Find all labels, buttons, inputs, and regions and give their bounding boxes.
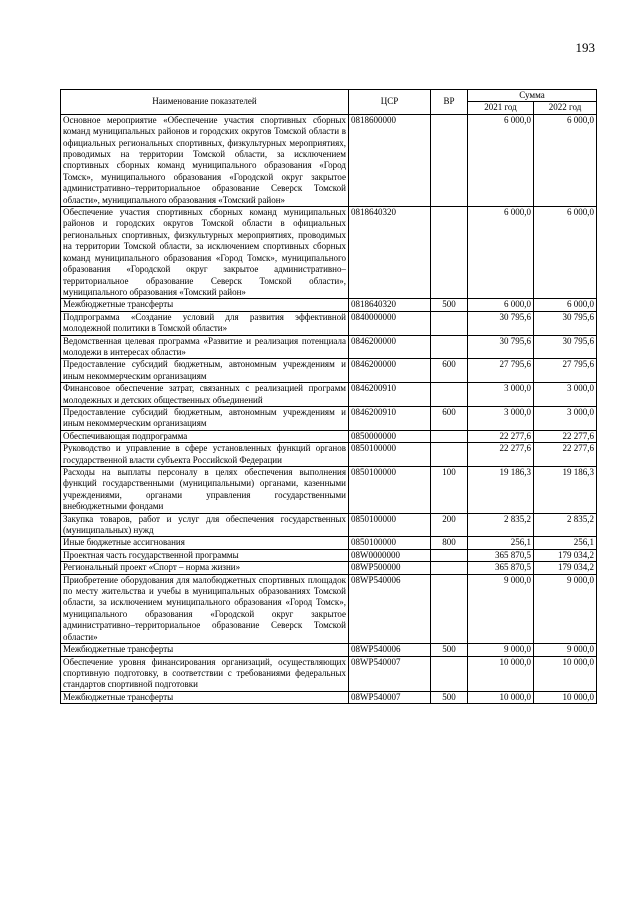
- row-vr: [431, 311, 468, 335]
- table-body: [61, 114, 597, 703]
- row-csr: 0818600000: [349, 114, 431, 206]
- row-sum-2021: 365 870,5: [468, 549, 534, 561]
- row-name: Ведомственная целевая программа «Развитие и реализация потенциала молодежи в интересах области»: [61, 335, 349, 359]
- row-name: Проектная часть государственной программы: [61, 549, 349, 561]
- row-sum-2022: 3 000,0: [534, 383, 597, 407]
- row-sum-2021: 9 000,0: [468, 644, 534, 656]
- row-csr: 0850100000: [349, 443, 431, 467]
- table-row: [61, 359, 597, 383]
- row-name: Расходы на выплаты персоналу в целях обеспечения выполнения функций государственными (муниципальными) органами, казенными учреждениями, органами управления государственными внебюджетными фондами: [61, 467, 349, 514]
- row-name: Региональный проект «Спорт – норма жизни»: [61, 562, 349, 574]
- table-row: [61, 430, 597, 442]
- row-csr: 08WP540007: [349, 691, 431, 703]
- table-row: [61, 574, 597, 643]
- row-sum-2022: 10 000,0: [534, 656, 597, 691]
- row-sum-2022: 19 186,3: [534, 467, 597, 514]
- row-sum-2021: 2 835,2: [468, 513, 534, 537]
- row-csr: 0846200000: [349, 359, 431, 383]
- row-sum-2022: 6 000,0: [534, 114, 597, 206]
- row-vr: [431, 430, 468, 442]
- row-name: Предоставление субсидий бюджетным, автономным учреждениям и иным некоммерческим организациям: [61, 406, 349, 430]
- row-vr: [431, 443, 468, 467]
- row-sum-2022: 27 795,6: [534, 359, 597, 383]
- row-vr: 600: [431, 406, 468, 430]
- row-csr: 08WP500000: [349, 562, 431, 574]
- table-row: [61, 406, 597, 430]
- row-name: Обеспечение уровня финансирования организаций, осуществляющих спортивную подготовку, в соответствии с требованиями федеральных стандартов спортивной подготовки: [61, 656, 349, 691]
- row-vr: 600: [431, 359, 468, 383]
- row-csr: 0818640320: [349, 299, 431, 311]
- row-sum-2022: 179 034,2: [534, 549, 597, 561]
- row-sum-2022: 9 000,0: [534, 574, 597, 643]
- table-row: [61, 562, 597, 574]
- row-sum-2022: 2 835,2: [534, 513, 597, 537]
- table-row: [61, 299, 597, 311]
- row-csr: 0850100000: [349, 513, 431, 537]
- row-csr: 0850000000: [349, 430, 431, 442]
- table-row: [61, 311, 597, 335]
- table-row: [61, 207, 597, 299]
- row-name: Предоставление субсидий бюджетным, автономным учреждениям и иным некоммерческим организациям: [61, 359, 349, 383]
- row-sum-2021: 22 277,6: [468, 430, 534, 442]
- row-vr: 200: [431, 513, 468, 537]
- row-sum-2021: 365 870,5: [468, 562, 534, 574]
- row-csr: 08W0000000: [349, 549, 431, 561]
- row-sum-2022: 30 795,6: [534, 311, 597, 335]
- header-year-2021: 2021 год: [468, 102, 534, 114]
- row-vr: [431, 114, 468, 206]
- header-name: Наименование показателей: [61, 90, 349, 115]
- row-sum-2021: 3 000,0: [468, 406, 534, 430]
- header-vr: ВР: [431, 90, 468, 115]
- row-sum-2021: 10 000,0: [468, 691, 534, 703]
- row-name: Закупка товаров, работ и услуг для обеспечения государственных (муниципальных) нужд: [61, 513, 349, 537]
- row-sum-2021: 9 000,0: [468, 574, 534, 643]
- row-csr: 0818640320: [349, 207, 431, 299]
- header-year-2022: 2022 год: [534, 102, 597, 114]
- row-vr: [431, 207, 468, 299]
- row-csr: 0846200910: [349, 406, 431, 430]
- row-csr: 0850100000: [349, 467, 431, 514]
- table-row: [61, 691, 597, 703]
- row-name: Иные бюджетные ассигнования: [61, 537, 349, 549]
- row-sum-2021: 27 795,6: [468, 359, 534, 383]
- row-name: Финансовое обеспечение затрат, связанных с реализацией программ молодежных и детских общественных объединений: [61, 383, 349, 407]
- row-name: Основное мероприятие «Обеспечение участия спортивных сборных команд муниципальных районов и городских округов Томской области в официальных региональных спортивных, физкультурных мероприятиях, проводимых на территории Томской области, за исключением спортивных сборных команд муниципального образования «Город Томск», муниципального образования «Городской округ закрытое административно–территориальное образование Северск Томской области», муниципального образования «Томский район»: [61, 114, 349, 206]
- header-sum: Сумма: [468, 90, 597, 102]
- row-sum-2021: 30 795,6: [468, 311, 534, 335]
- row-csr: 08WP540007: [349, 656, 431, 691]
- row-vr: [431, 562, 468, 574]
- table-row: [61, 467, 597, 514]
- row-sum-2022: 256,1: [534, 537, 597, 549]
- row-sum-2021: 6 000,0: [468, 207, 534, 299]
- budget-table: [60, 89, 597, 704]
- table-row: [61, 114, 597, 206]
- table-header-row: [61, 90, 597, 102]
- row-csr: 0840000000: [349, 311, 431, 335]
- table-row: [61, 656, 597, 691]
- row-csr: 08WP540006: [349, 644, 431, 656]
- row-vr: [431, 549, 468, 561]
- row-vr: [431, 383, 468, 407]
- row-csr: 08WP540006: [349, 574, 431, 643]
- row-sum-2021: 22 277,6: [468, 443, 534, 467]
- row-name: Приобретение оборудования для малобюджетных спортивных площадок по месту жительства и учебы в муниципальных образованиях Томской области, за исключением муниципального образования «Город Томск», муниципального образования «Городской округ закрытое административно–территориальное образование Северск Томской области»: [61, 574, 349, 643]
- table-row: [61, 549, 597, 561]
- row-sum-2022: 22 277,6: [534, 443, 597, 467]
- row-sum-2022: 10 000,0: [534, 691, 597, 703]
- row-csr: 0846200000: [349, 335, 431, 359]
- row-vr: [431, 656, 468, 691]
- row-sum-2022: 3 000,0: [534, 406, 597, 430]
- table-row: [61, 644, 597, 656]
- row-name: Обеспечение участия спортивных сборных команд муниципальных районов и городских округов Томской области в официальных региональных спортивных, физкультурных мероприятиях, проводимых на территории Томской области, за исключением спортивных сборных команд муниципального образования «Город Томск», муниципального образования «Городской округ закрытое административно–территориальное образование Северск Томской области», муниципального образования «Томский район»: [61, 207, 349, 299]
- row-sum-2021: 3 000,0: [468, 383, 534, 407]
- page-number: 193: [575, 40, 595, 55]
- row-name: Межбюджетные трансферты: [61, 644, 349, 656]
- row-sum-2022: 6 000,0: [534, 299, 597, 311]
- row-sum-2022: 30 795,6: [534, 335, 597, 359]
- row-sum-2021: 6 000,0: [468, 114, 534, 206]
- row-sum-2021: 256,1: [468, 537, 534, 549]
- row-vr: [431, 574, 468, 643]
- row-name: Обеспечивающая подпрограмма: [61, 430, 349, 442]
- table-row: [61, 335, 597, 359]
- row-name: Межбюджетные трансферты: [61, 691, 349, 703]
- table-row: [61, 443, 597, 467]
- table-row: [61, 383, 597, 407]
- row-vr: 800: [431, 537, 468, 549]
- row-sum-2022: 179 034,2: [534, 562, 597, 574]
- row-sum-2022: 6 000,0: [534, 207, 597, 299]
- row-vr: 500: [431, 644, 468, 656]
- row-vr: 500: [431, 691, 468, 703]
- table-row: [61, 513, 597, 537]
- row-name: Руководство и управление в сфере установленных функций органов государственной власти субъекта Российской Федерации: [61, 443, 349, 467]
- row-vr: 100: [431, 467, 468, 514]
- row-vr: 500: [431, 299, 468, 311]
- row-csr: 0850100000: [349, 537, 431, 549]
- row-sum-2021: 19 186,3: [468, 467, 534, 514]
- row-sum-2021: 30 795,6: [468, 335, 534, 359]
- row-name: Межбюджетные трансферты: [61, 299, 349, 311]
- row-sum-2022: 9 000,0: [534, 644, 597, 656]
- header-csr: ЦСР: [349, 90, 431, 115]
- row-sum-2021: 10 000,0: [468, 656, 534, 691]
- row-vr: [431, 335, 468, 359]
- row-sum-2021: 6 000,0: [468, 299, 534, 311]
- table-row: [61, 537, 597, 549]
- row-sum-2022: 22 277,6: [534, 430, 597, 442]
- row-csr: 0846200910: [349, 383, 431, 407]
- row-name: Подпрограмма «Создание условий для развития эффективной молодежной политики в Томской области»: [61, 311, 349, 335]
